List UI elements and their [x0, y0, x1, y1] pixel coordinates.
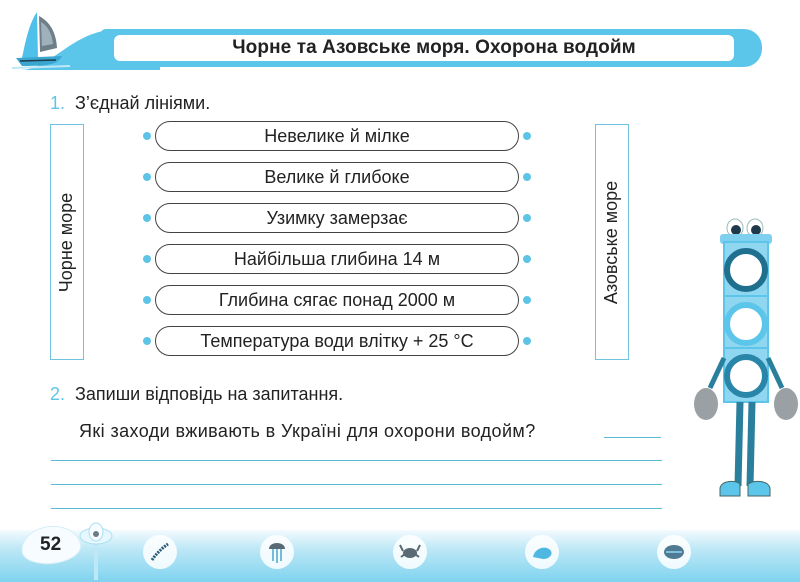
sailboat-icon: [12, 8, 72, 70]
option-row: [143, 202, 531, 234]
task-2-question: Які заходи вживають в Україні для охорони водойм?: [79, 421, 536, 441]
option-row: [143, 120, 531, 152]
option-pill[interactable]: Невелике й мілке: [155, 121, 519, 151]
option-row: [143, 284, 531, 316]
left-connector-dot[interactable]: [143, 214, 151, 222]
answer-line[interactable]: [51, 460, 662, 461]
title-banner-inner: [114, 35, 734, 61]
fish-icon: [657, 535, 691, 569]
left-connector-dot[interactable]: [143, 132, 151, 140]
answer-line[interactable]: [51, 484, 662, 485]
task-2-instruction: Запиши відповідь на запитання.: [75, 384, 344, 404]
left-connector-dot[interactable]: [143, 173, 151, 181]
option-pill[interactable]: Узимку замерзає: [155, 203, 519, 233]
page-title: Чорне та Азовське моря. Охорона водойм: [232, 37, 636, 58]
right-connector-dot[interactable]: [523, 132, 531, 140]
right-connector-dot[interactable]: [523, 214, 531, 222]
azov-sea-box[interactable]: [595, 124, 629, 360]
left-connector-dot[interactable]: [143, 296, 151, 304]
page-number: 52: [40, 534, 62, 556]
shrimp-icon: [143, 535, 177, 569]
right-connector-dot[interactable]: [523, 255, 531, 263]
crab-icon: [393, 535, 427, 569]
traffic-light-mascot: [690, 218, 800, 513]
right-connector-dot[interactable]: [523, 173, 531, 181]
task-1-heading: [50, 93, 210, 114]
task-2-heading: [50, 384, 343, 405]
right-connector-dot[interactable]: [523, 296, 531, 304]
left-connector-dot[interactable]: [143, 337, 151, 345]
jellyfish-icon: [260, 535, 294, 569]
option-row: [143, 243, 531, 275]
option-row: [143, 161, 531, 193]
lotus-icon: [76, 522, 116, 580]
option-pill[interactable]: Найбільша глибина 14 м: [155, 244, 519, 274]
right-connector-dot[interactable]: [523, 337, 531, 345]
option-pill[interactable]: Температура води влітку + 25 °С: [155, 326, 519, 356]
frog-icon: [525, 535, 559, 569]
black-sea-label: Чорне море: [56, 192, 77, 292]
task-2-number: 2.: [50, 384, 66, 404]
title-banner: [100, 29, 762, 67]
task-1-instruction: З’єднай лініями.: [75, 93, 211, 113]
option-pill[interactable]: Глибина сягає понад 2000 м: [155, 285, 519, 315]
answer-blank-inline[interactable]: [604, 437, 661, 438]
black-sea-box[interactable]: [50, 124, 84, 360]
azov-sea-label: Азовське море: [601, 180, 622, 304]
option-row: [143, 325, 531, 357]
left-connector-dot[interactable]: [143, 255, 151, 263]
option-pill[interactable]: Велике й глибоке: [155, 162, 519, 192]
task-1-number: 1.: [50, 93, 66, 113]
answer-line[interactable]: [51, 508, 662, 509]
